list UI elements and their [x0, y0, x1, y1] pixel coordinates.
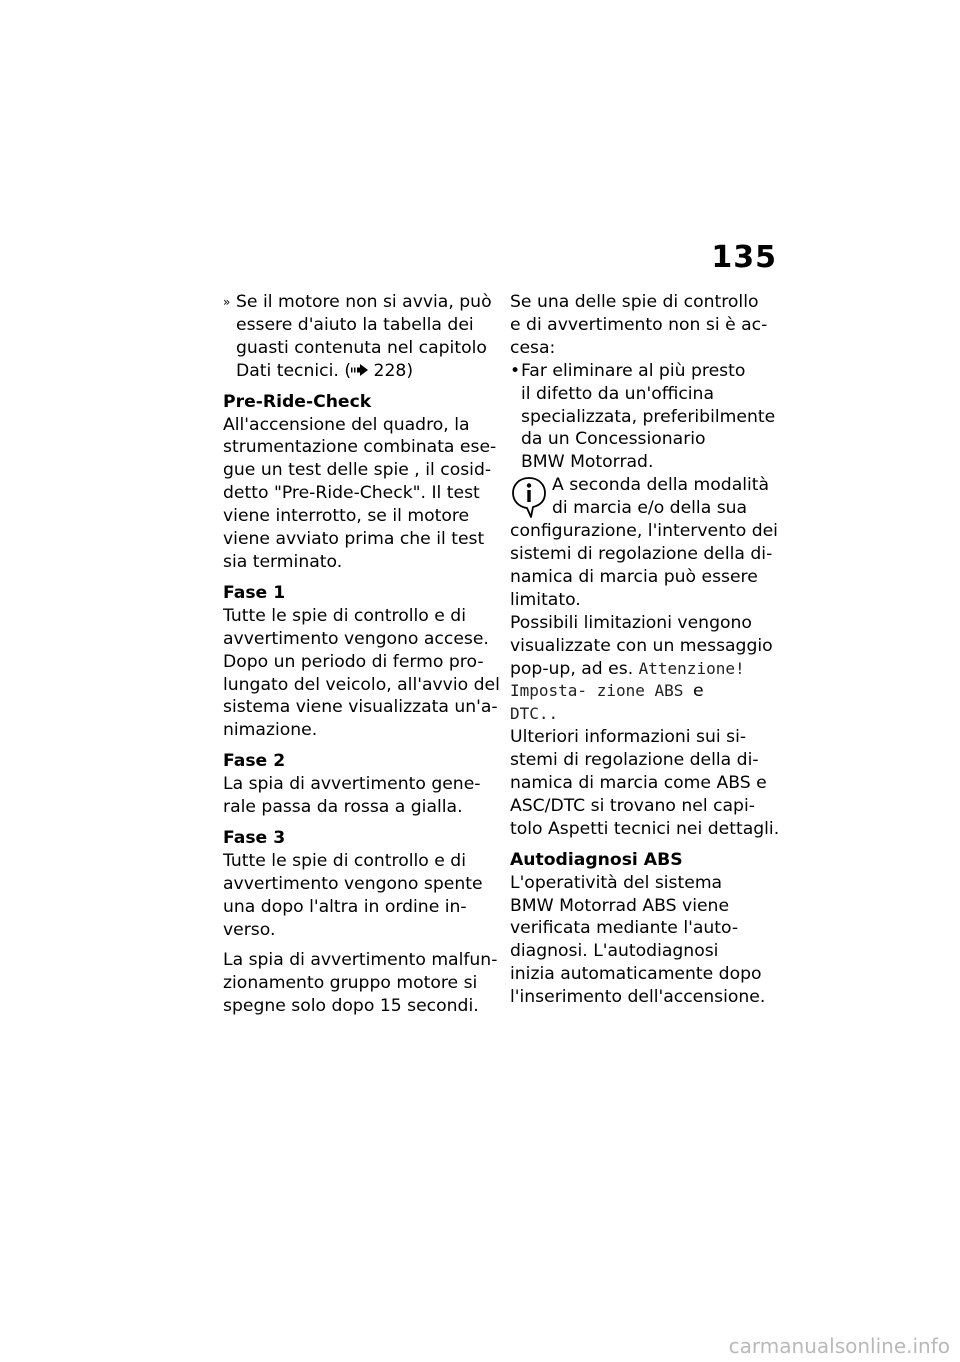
info-note	[510, 474, 778, 841]
start-failure-note	[223, 291, 491, 383]
left-column	[223, 291, 500, 1018]
text-line: da un Concessionario	[521, 429, 706, 450]
section-title: Fase 2	[223, 751, 286, 772]
text-line: spegne solo dopo 15 secondi.	[223, 996, 479, 1017]
text-line: A seconda della modalità	[552, 475, 770, 496]
text-segment: pop-up, ad es.	[510, 658, 639, 679]
text-line: avvertimento vengono accese.	[223, 628, 489, 649]
display-message: DTC..	[510, 704, 559, 724]
watermark: carmanualsonline.info	[728, 1334, 950, 1358]
text-line: avvertimento vengono spente	[223, 873, 483, 894]
page-reference[interactable]: 228)	[373, 360, 414, 381]
text-line: nimazione.	[223, 720, 318, 741]
text-line: Ulteriori informazioni sui si-	[510, 727, 747, 748]
text-line: gue un test delle spie , il cosid-	[223, 460, 492, 481]
bullet-item	[510, 360, 778, 475]
text-line: viene avviato prima che il test	[223, 529, 485, 550]
info-indented-text	[510, 474, 778, 520]
text-line: di marcia e/o della sua	[552, 498, 748, 519]
text-line	[510, 703, 778, 726]
text-line: diagnosi. L'autodiagnosi	[510, 941, 719, 962]
text-line: ASC/DTC si trovano nel capi-	[510, 795, 755, 816]
text-line: Far eliminare al più presto	[521, 360, 746, 381]
text-line: zionamento gruppo motore si	[223, 973, 478, 994]
malfunction-note	[223, 949, 498, 1018]
text-line: La spia di avvertimento gene-	[223, 774, 481, 795]
text-line: All'accensione del quadro, la	[223, 414, 470, 435]
text-line: essere d'aiuto la tabella dei	[236, 314, 474, 335]
info-body	[510, 520, 778, 841]
text-line: Dopo un periodo di fermo pro-	[223, 651, 484, 672]
text-line: verso.	[223, 919, 276, 940]
text-line-with-ref	[236, 360, 491, 383]
text-line: guasti contenuta nel capitolo	[236, 337, 487, 358]
text-line: strumentazione combinata ese-	[223, 437, 497, 458]
text-line: Se il motore non si avvia, può	[236, 292, 492, 312]
text-line: inizia automaticamente dopo	[510, 964, 762, 985]
text-line	[510, 680, 778, 703]
text-line: detto "Pre-Ride-Check". Il test	[223, 483, 480, 504]
fase-3-section	[223, 827, 491, 942]
double-chevron-icon: »	[223, 295, 231, 309]
info-icon	[510, 475, 548, 519]
text-line: BMW Motorrad.	[521, 452, 654, 473]
text-line: lungato del veicolo, all'avvio del	[223, 674, 500, 695]
display-message: ABS	[644, 681, 694, 701]
text-line: visualizzate con un messaggio	[510, 635, 773, 656]
text-line: limitato.	[510, 589, 581, 610]
display-message: Attenzione!	[638, 658, 745, 678]
text-line: verificata mediante l'auto-	[510, 918, 739, 939]
section-title: Fase 3	[223, 827, 286, 848]
text-line: Tutte le spie di controllo e di	[223, 605, 466, 626]
bullet-icon: •	[510, 360, 521, 381]
fase-2-section	[223, 750, 491, 819]
fase-1-section	[223, 582, 500, 742]
display-message: Imposta- zione	[510, 681, 645, 701]
text-line: viene interrotto, se il motore	[223, 506, 470, 527]
text-line: sistemi di regolazione della di-	[510, 543, 773, 564]
text-line: stemi di regolazione della di-	[510, 750, 759, 771]
text-line: sia terminato.	[223, 551, 343, 572]
text-line: tolo Aspetti tecnici nei dettagli.	[510, 818, 780, 839]
text-line: La spia di avvertimento malfun-	[223, 950, 498, 971]
section-title: Fase 1	[223, 582, 286, 603]
text-line: il difetto da un'officina	[521, 383, 714, 404]
reference-arrow-icon	[351, 364, 368, 376]
text-line: sistema viene visualizzata un'a-	[223, 697, 498, 718]
text-line: l'inserimento dell'accensione.	[510, 987, 766, 1008]
text-line	[510, 658, 778, 681]
text-segment: e	[693, 681, 704, 702]
text-line: cesa:	[510, 337, 556, 358]
section-title: Autodiagnosi ABS	[510, 849, 683, 870]
pre-ride-check-section	[223, 391, 497, 574]
text-segment: Dati tecnici. (	[236, 360, 352, 381]
failure-intro	[510, 291, 778, 360]
text-line: Se una delle spie di controllo	[510, 292, 759, 312]
text-line: una dopo l'altra in ordine in-	[223, 896, 467, 917]
section-title: Pre-Ride-Check	[223, 391, 372, 412]
text-line: Possibili limitazioni vengono	[510, 612, 752, 633]
page-number: 135	[711, 240, 777, 275]
text-line: configurazione, l'intervento dei	[510, 521, 778, 542]
text-line: namica di marcia può essere	[510, 566, 758, 587]
text-line: BMW Motorrad ABS viene	[510, 895, 730, 916]
text-line: Tutte le spie di controllo e di	[223, 850, 466, 871]
text-line: namica di marcia come ABS e	[510, 773, 767, 794]
text-line: specializzata, preferibilmente	[521, 406, 776, 427]
right-column	[510, 291, 778, 1009]
text-line: rale passa da rossa a gialla.	[223, 797, 463, 818]
text-line: e di avvertimento non si è ac-	[510, 314, 768, 335]
text-line: L'operatività del sistema	[510, 872, 723, 893]
abs-selfdiagnosis-section	[510, 849, 778, 1009]
